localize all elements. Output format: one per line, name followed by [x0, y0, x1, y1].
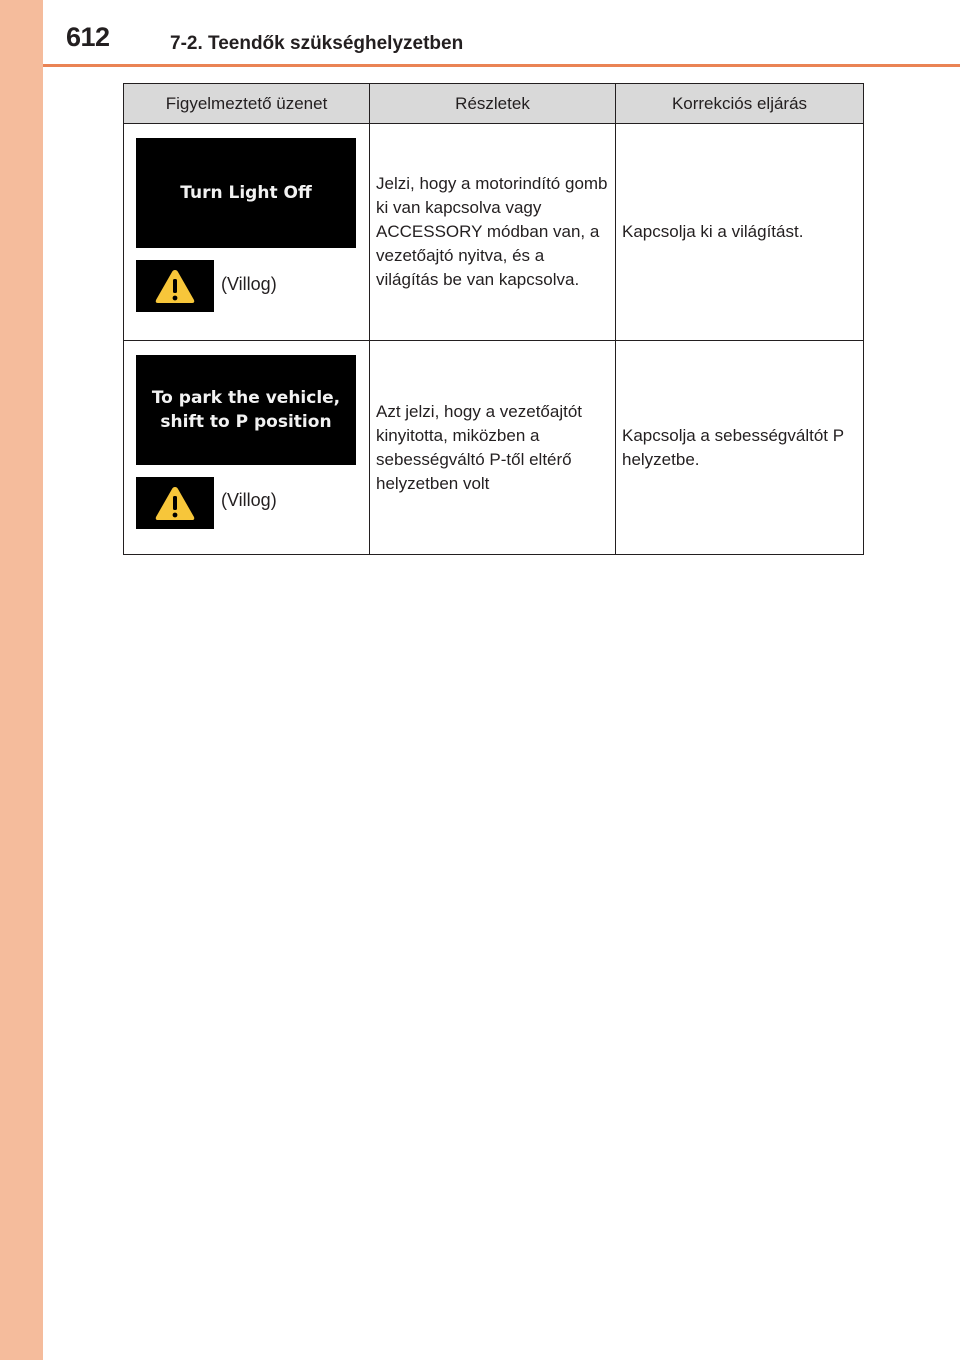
column-header-correction: Korrekciós eljárás	[616, 84, 864, 124]
warning-visual-cell	[124, 341, 370, 555]
table-header-row	[124, 84, 864, 124]
warning-message-table	[123, 83, 864, 555]
correction-text: Kapcsolja a sebességváltót P helyzetbe.	[622, 425, 844, 469]
table-row	[124, 124, 864, 341]
details-cell	[370, 124, 616, 341]
table-row	[124, 341, 864, 555]
details-text: Azt jelzi, hogy a vezetőajtót kinyitotta, miközben a sebességváltó P-től eltérő helyzetben volt	[376, 401, 583, 493]
blinking-note: (Villog)	[221, 274, 277, 294]
correction-text: Kapcsolja ki a világítást.	[622, 222, 804, 241]
page-number: 612	[66, 22, 110, 52]
correction-cell	[616, 341, 864, 555]
column-header-warning-message: Figyelmeztető üzenet	[124, 84, 370, 124]
warning-triangle-icon	[136, 260, 214, 312]
details-text: Jelzi, hogy a motorindító gomb ki van kapcsolva vagy ACCESSORY módban van, a vezetőajtó nyitva, és a világítás be van kapcsolva.	[376, 174, 608, 289]
blinking-note: (Villog)	[221, 490, 277, 510]
header-rule	[43, 64, 960, 67]
warning-visual-cell	[124, 124, 370, 341]
section-title: 7-2. Teendők szükséghelyzetben	[170, 33, 464, 54]
side-color-band	[0, 0, 43, 1360]
details-cell	[370, 341, 616, 555]
display-message-screen: To park the vehicle, shift to P position	[136, 355, 356, 465]
display-message-screen: Turn Light Off	[136, 138, 356, 248]
correction-cell	[616, 124, 864, 341]
warning-triangle-icon	[136, 477, 214, 529]
column-header-details: Részletek	[370, 84, 616, 124]
